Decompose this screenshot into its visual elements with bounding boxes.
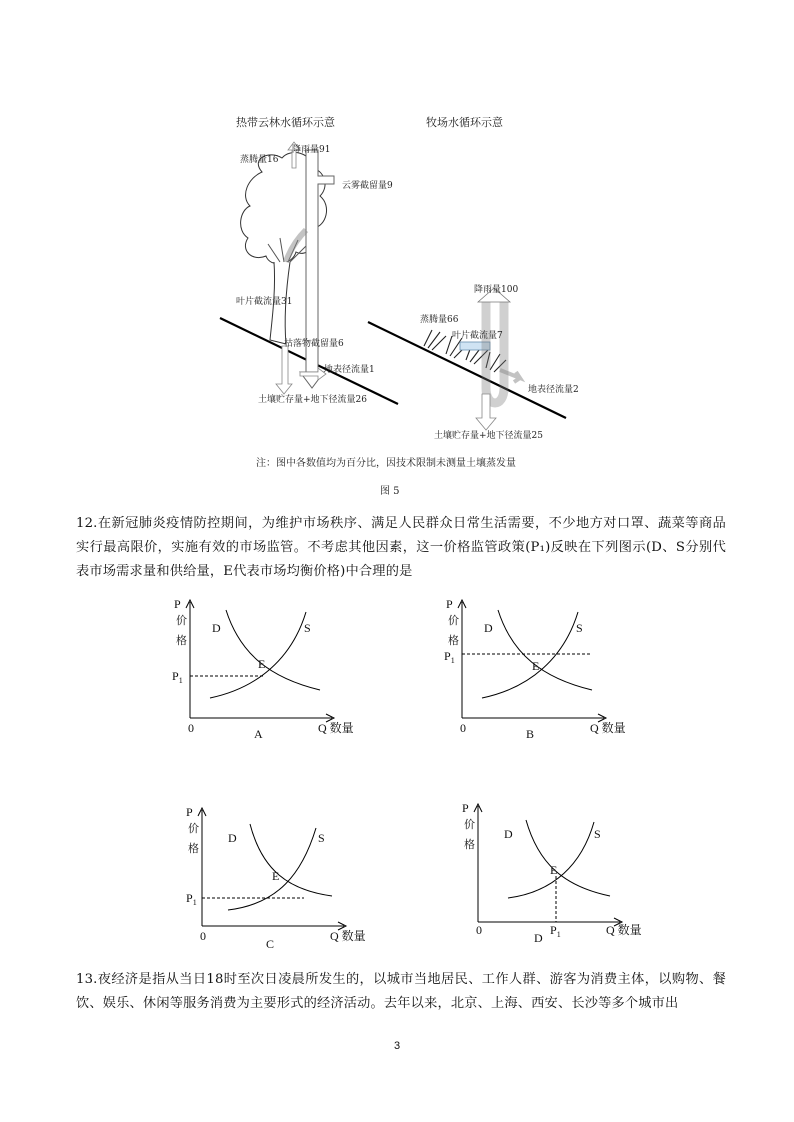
axis-price-1: 价 [188, 822, 199, 835]
figure-5 [0, 0, 794, 500]
equilibrium-label: E [550, 863, 558, 877]
demand-label: D [228, 831, 237, 845]
axis-price-1: 价 [464, 818, 475, 831]
axis-price-1: 价 [448, 614, 459, 627]
right-soil-label: 土壤贮存量+地下径流量25 [434, 431, 543, 441]
origin-label: 0 [188, 721, 194, 735]
graph-c [172, 800, 382, 950]
figure-left-title: 热带云林水循环示意 [236, 116, 335, 129]
axis-q-label: Q 数量 [318, 721, 354, 735]
axis-p-label: P [174, 597, 181, 611]
left-litter-label: 枯落物截留量6 [284, 339, 344, 349]
origin-label: 0 [460, 721, 466, 735]
graph-a [160, 592, 360, 742]
axis-q-label: Q 数量 [590, 721, 626, 735]
right-leaf-label: 叶片截流量7 [452, 331, 503, 341]
page-number: 3 [393, 1040, 401, 1052]
equilibrium-label: E [532, 659, 540, 673]
p1-label: $P_1$ [550, 923, 561, 939]
left-leaf-label: 叶片截流量31 [236, 297, 293, 307]
axis-price-2: 格 [176, 634, 187, 647]
left-runoff-label: 地表径流量1 [324, 365, 375, 375]
axis-price-2: 格 [448, 634, 459, 647]
figure-caption: 图 5 [380, 486, 400, 497]
left-fog-label: 云雾截留量9 [342, 181, 393, 191]
right-evap-label: 蒸腾量66 [420, 315, 459, 325]
demand-label: D [504, 827, 513, 841]
p1-label: $P_1$ [172, 669, 183, 685]
equilibrium-label: E [258, 657, 266, 671]
graph-b [432, 592, 642, 742]
graph-a-label: A [254, 727, 263, 741]
left-precip-label: 降雨量91 [292, 145, 331, 155]
supply-label: S [318, 831, 325, 845]
axis-p-label: P [462, 801, 469, 815]
axis-q-label: Q 数量 [606, 923, 642, 937]
axis-q-label: Q 数量 [330, 929, 366, 943]
demand-label: D [484, 621, 493, 635]
axis-price-1: 价 [176, 614, 187, 627]
origin-label: 0 [476, 923, 482, 937]
equilibrium-label: E [272, 869, 280, 883]
axis-price-2: 格 [464, 838, 475, 851]
axis-p-label: P [446, 597, 453, 611]
supply-curve [482, 612, 578, 698]
origin-label: 0 [200, 929, 206, 943]
figure-right-title: 牧场水循环示意 [426, 116, 503, 129]
graph-b-label: B [526, 727, 535, 741]
question-12-text: 12.在新冠肺炎疫情防控期间，为维护市场秩序、满足人民群众日常生活需要，不少地方对口罩、蔬菜等商品实行最高限价，实施有效的市场监管。不考虑其他因素，这一价格监管政策(P₁)反映在下列图示(D、S分别代表市场需求量和供给量，E代表市场均衡价格)中合理的是 [76, 516, 726, 579]
right-precip-label: 降雨量100 [474, 285, 519, 295]
figure-note: 注：图中各数值均为百分比，因技术限制未测量土壤蒸发量 [256, 458, 516, 469]
axis-price-2: 格 [188, 842, 199, 855]
graph-d [448, 800, 658, 950]
right-runoff-label: 地表径流量2 [528, 385, 579, 395]
p1-label: $P_1$ [186, 891, 197, 907]
demand-label: D [212, 621, 221, 635]
supply-label: S [576, 621, 583, 635]
left-evap-label: 蒸腾量16 [240, 155, 279, 165]
question-13-text: 13.夜经济是指从当日18时至次日凌晨所发生的，以城市当地居民、工作人群、游客为消费主体，以购物、餐饮、娱乐、休闲等服务消费为主要形式的经济活动。去年以来，北京、上海、西安、长沙等多个城市出 [76, 972, 726, 1011]
supply-curve [210, 612, 306, 698]
supply-label: S [594, 827, 601, 841]
p1-label: $P_1$ [444, 649, 455, 665]
axis-p-label: P [186, 805, 193, 819]
graph-d-label: D [534, 931, 543, 945]
graph-c-label: C [266, 937, 275, 951]
supply-label: S [304, 621, 311, 635]
water-cycle-diagram [0, 0, 794, 500]
right-rain-arrow [486, 300, 504, 403]
left-soil-label: 土壤贮存量+地下径流量26 [258, 395, 367, 405]
